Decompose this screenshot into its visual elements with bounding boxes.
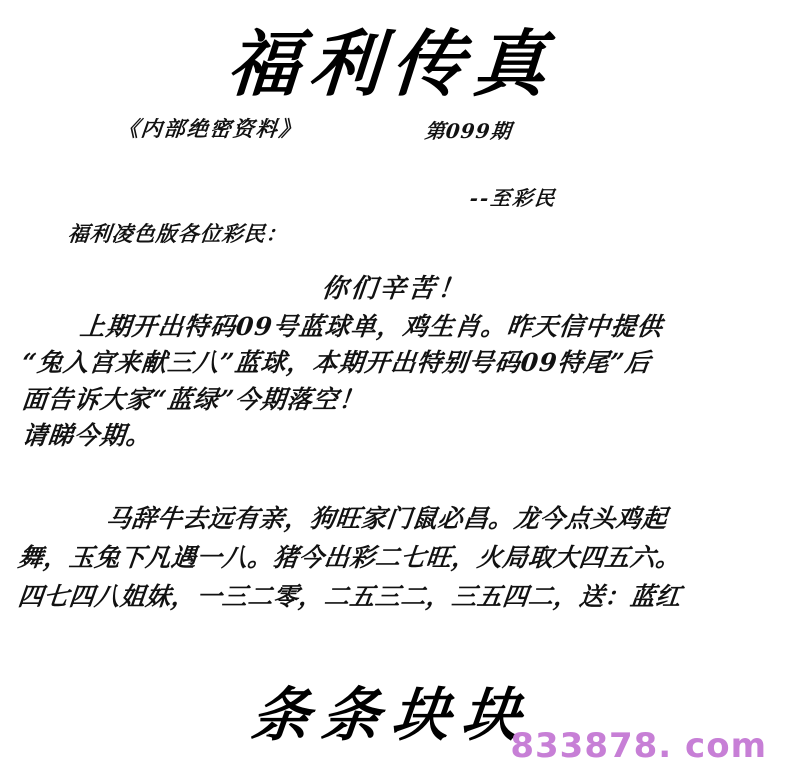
salutation-line: 福利凌色版各位彩民： <box>66 221 290 246</box>
verse-line-3: 四七四八姐妹，一三二零，二五三二，三五四二，送：蓝红 <box>16 581 683 611</box>
verse-line-2: 舞，玉兔下凡遇一八。猪今出彩二七旺，火局取大四五六。 <box>16 542 683 572</box>
body-paragraph-3: 面告诉大家“蓝绿”今期落空！ <box>20 384 367 414</box>
verse-line-1: 马辞牛去远有亲，狗旺家门鼠必昌。龙今点头鸡起 <box>104 504 669 533</box>
body-paragraph-4: 请睇今期。 <box>20 420 154 450</box>
body-block <box>22 268 767 454</box>
page-title: 福利传真 <box>224 21 559 106</box>
body-paragraph-2: “兔入宫来献三八”蓝球，本期开出特别号码09特尾”后 <box>20 348 653 378</box>
subheader-row <box>0 113 785 157</box>
site-url-watermark: 833878. com <box>510 726 767 766</box>
dedication-line: --至彩民 <box>468 186 558 210</box>
verse-block <box>18 500 770 616</box>
footer-headline: 条条块块 <box>248 681 536 749</box>
body-paragraph-1: 上期开出特码09号蓝球单，鸡生肖。昨天信中提供 <box>78 312 665 341</box>
document-subtitle: 《内部绝密资料》 <box>116 116 304 142</box>
issue-number: 第099期 <box>423 119 513 144</box>
greeting-line: 你们辛苦！ <box>320 274 469 304</box>
